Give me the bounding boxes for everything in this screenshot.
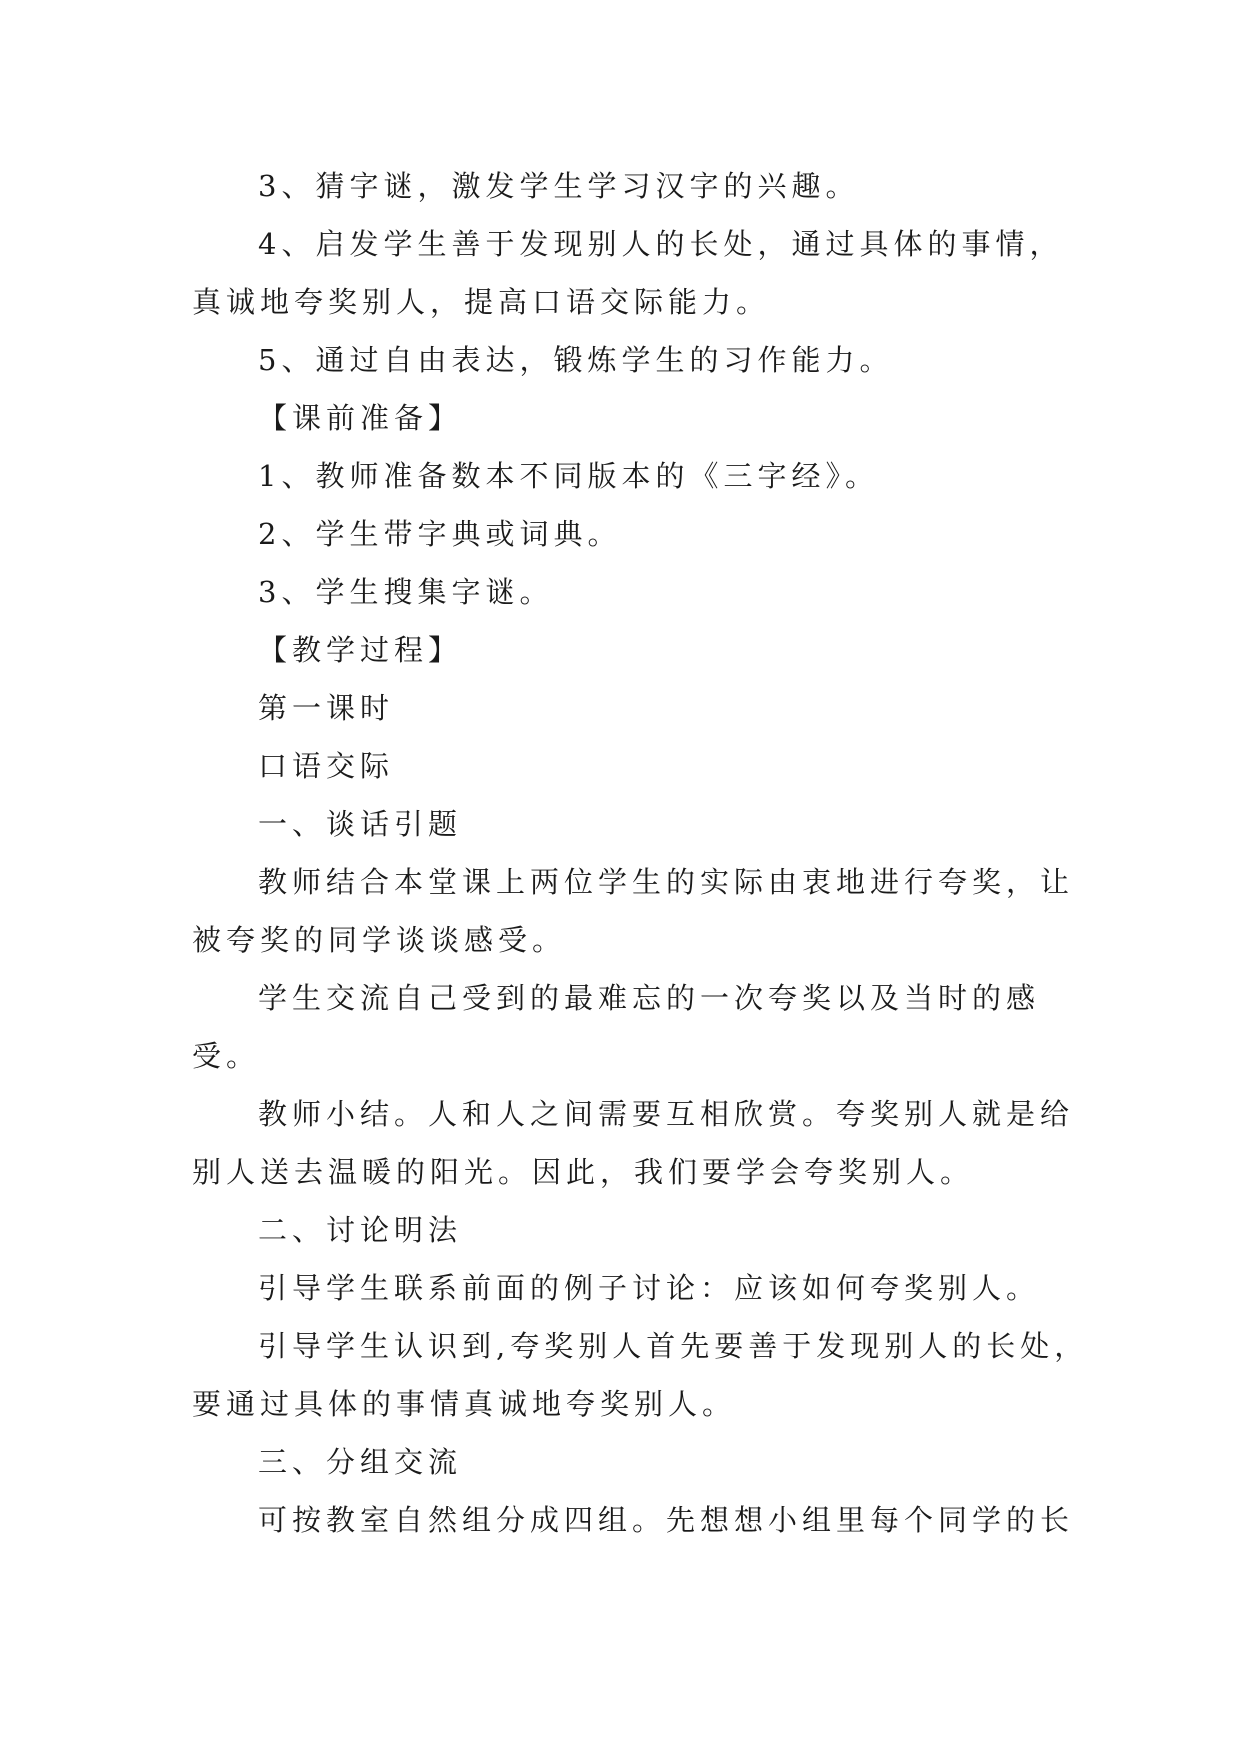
- step-2-paragraph-1: 引导学生联系前面的例子讨论：应该如何夸奖别人。: [258, 1271, 1041, 1305]
- objective-4-line-2: 真诚地夸奖别人，提高口语交际能力。: [192, 285, 771, 319]
- objective-3: 3、猜字谜，激发学生学习汉字的兴趣。: [258, 169, 860, 203]
- preparation-3: 3、学生搜集字谜。: [258, 575, 554, 609]
- objective-4-line-1: 4、启发学生善于发现别人的长处，通过具体的事情，: [258, 227, 1064, 261]
- step-2-paragraph-2-line-1: 引导学生认识到,夸奖别人首先要善于发现别人的长处，: [258, 1329, 1089, 1363]
- step-1-paragraph-3-line-1: 教师小结。人和人之间需要互相欣赏。夸奖别人就是给: [258, 1097, 1075, 1131]
- lesson-subtitle: 口语交际: [258, 749, 395, 783]
- step-1-heading: 一、谈话引题: [258, 807, 463, 841]
- preparation-1: 1、教师准备数本不同版本的《三字经》。: [258, 459, 879, 493]
- step-1-paragraph-1-line-1: 教师结合本堂课上两位学生的实际由衷地进行夸奖，让: [258, 865, 1075, 899]
- step-3-paragraph-1-line-1: 可按教室自然组分成四组。先想想小组里每个同学的长: [258, 1503, 1075, 1537]
- step-1-paragraph-2-line-2: 受。: [192, 1039, 261, 1073]
- step-2-heading: 二、讨论明法: [258, 1213, 463, 1247]
- step-1-paragraph-2-line-1: 学生交流自己受到的最难忘的一次夸奖以及当时的感: [258, 981, 1041, 1015]
- section-heading-process: 【教学过程】: [258, 633, 463, 667]
- step-3-heading: 三、分组交流: [258, 1445, 463, 1479]
- step-1-paragraph-3-line-2: 别人送去温暖的阳光。因此，我们要学会夸奖别人。: [192, 1155, 975, 1189]
- step-2-paragraph-2-line-2: 要通过具体的事情真诚地夸奖别人。: [192, 1387, 737, 1421]
- step-1-paragraph-1-line-2: 被夸奖的同学谈谈感受。: [192, 923, 567, 957]
- lesson-title: 第一课时: [258, 691, 395, 725]
- preparation-2: 2、学生带字典或词典。: [258, 517, 622, 551]
- objective-5: 5、通过自由表达，锻炼学生的习作能力。: [258, 343, 894, 377]
- section-heading-preparation: 【课前准备】: [258, 401, 463, 435]
